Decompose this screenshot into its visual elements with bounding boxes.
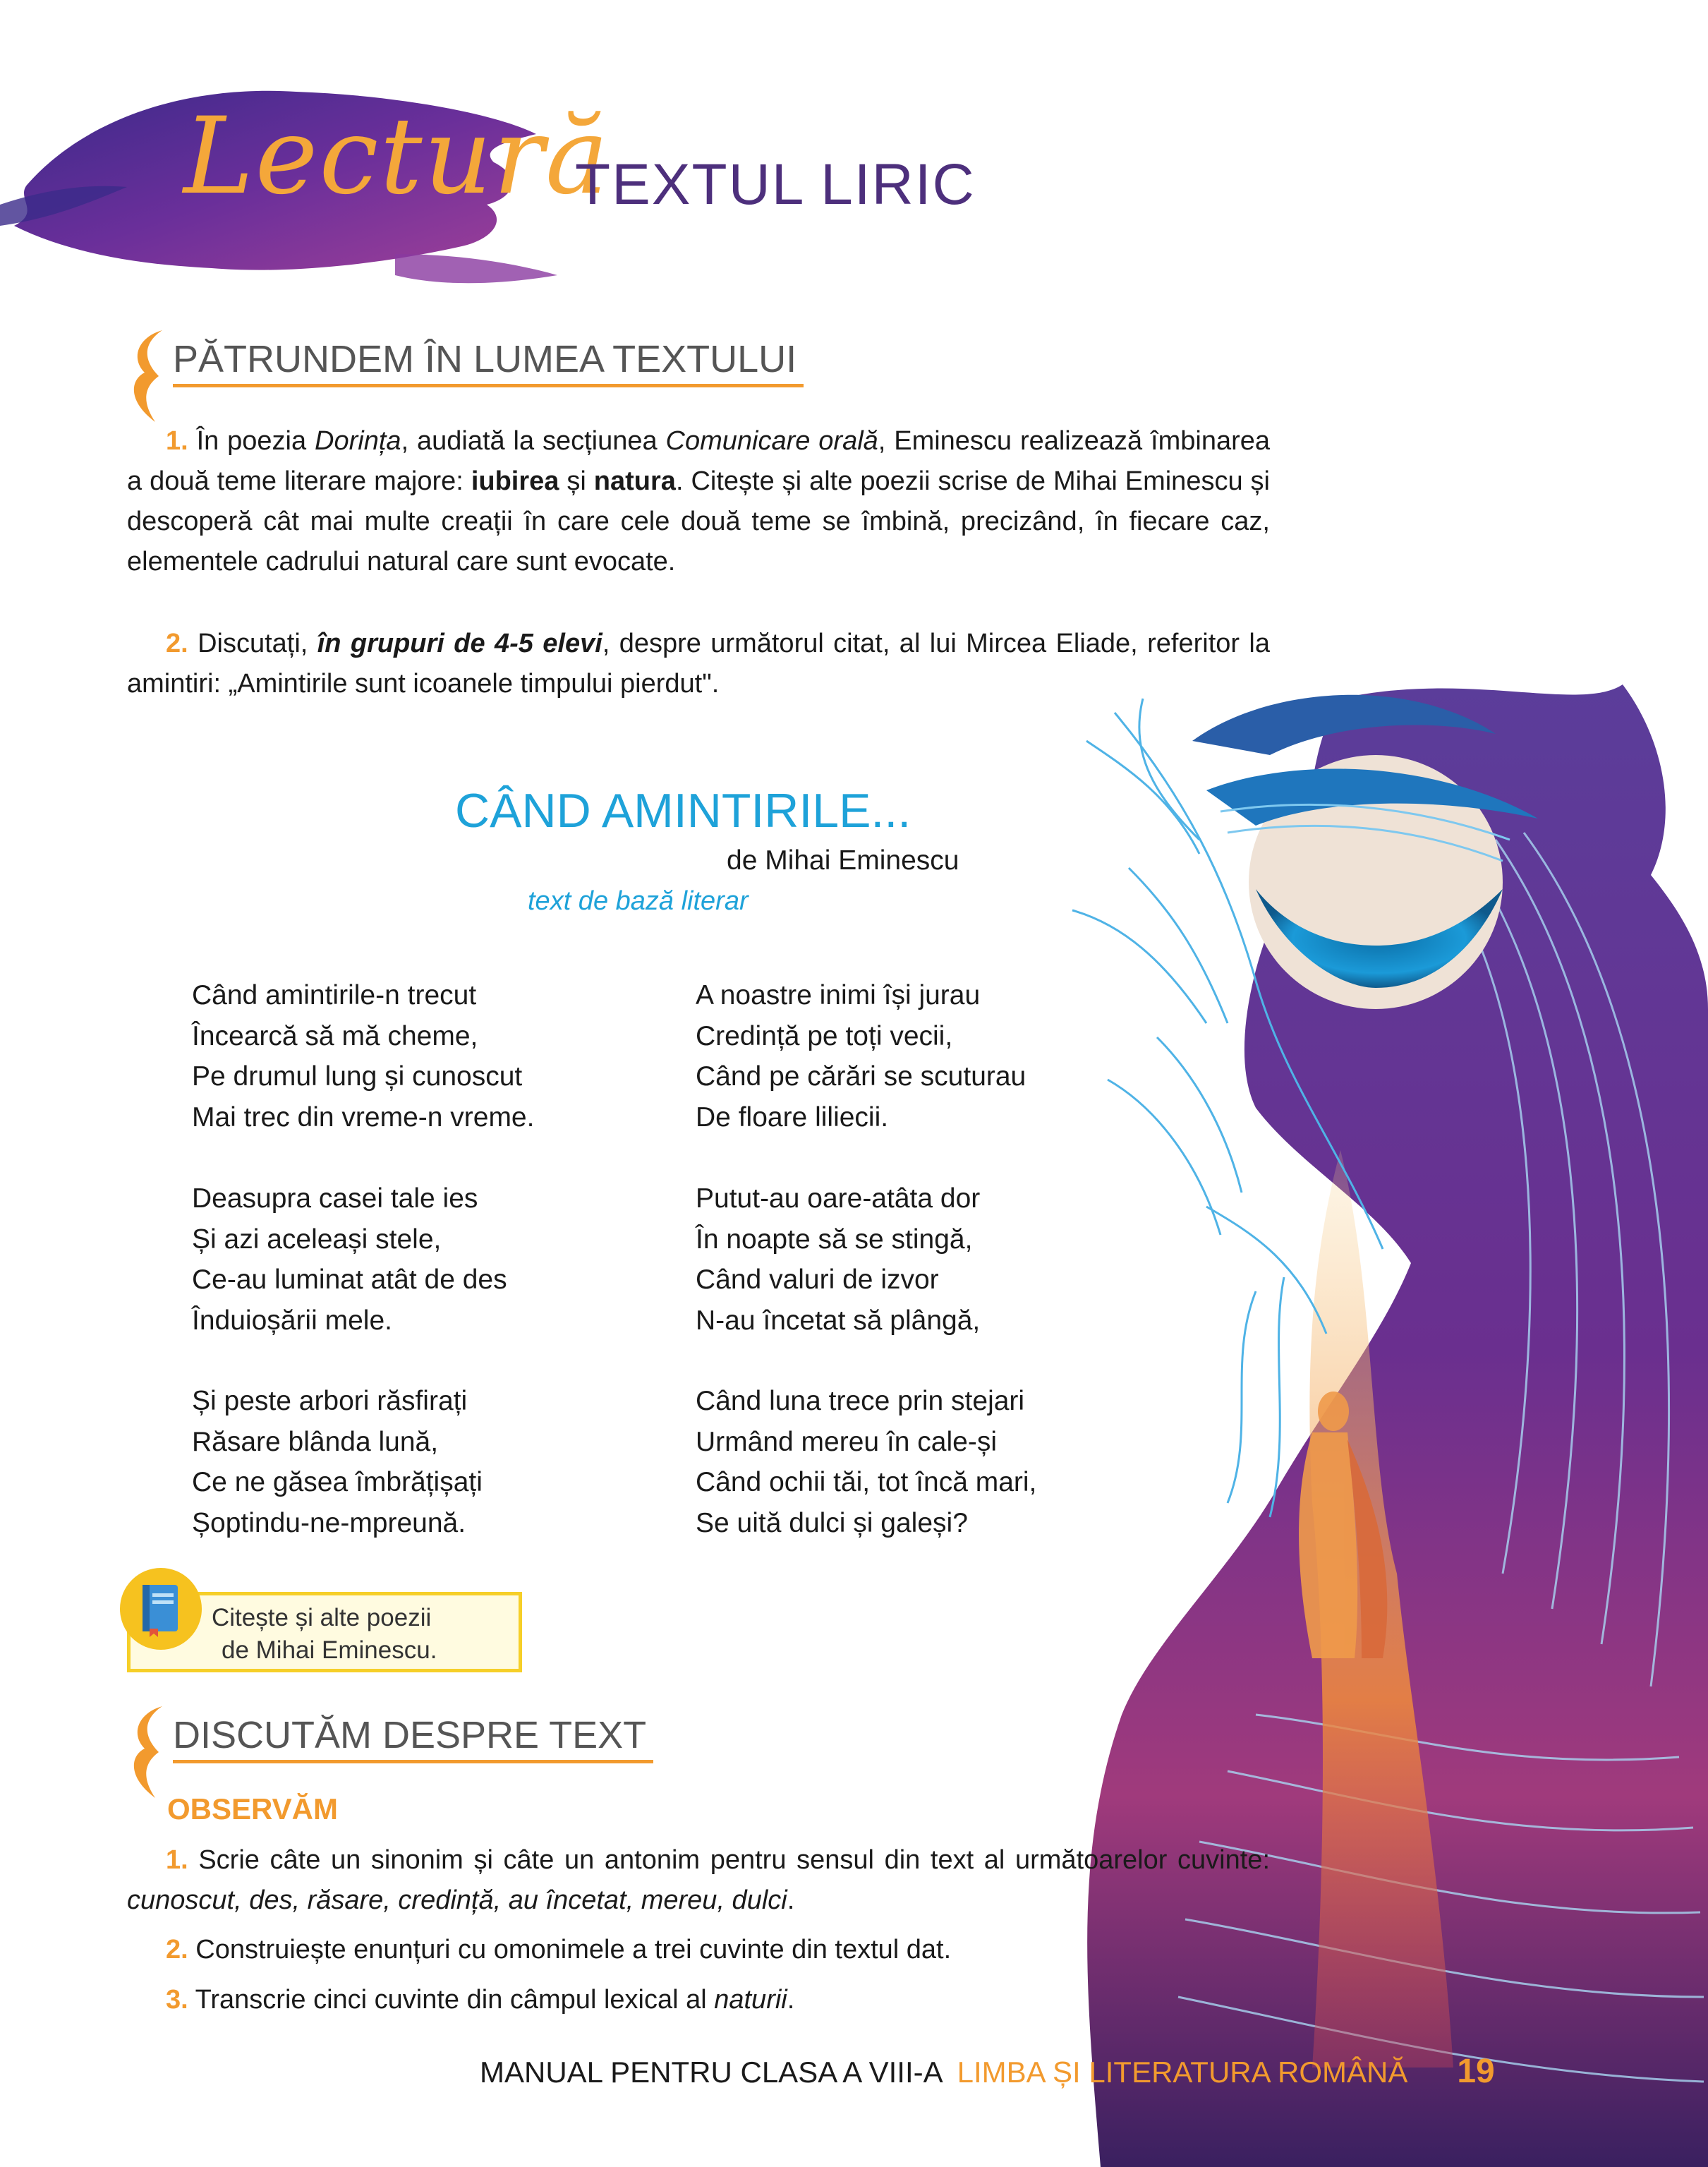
poem-title: CÂND AMINTIRILE... (455, 784, 911, 838)
lectura-brand-word: Lectură (183, 95, 610, 218)
poem-stanza (696, 1178, 980, 1341)
text: . (787, 1885, 795, 1915)
poem-stanza (696, 1381, 1036, 1543)
poem-line: A noastre inimi își jurau (696, 980, 981, 1010)
poem-line: Urmând mereu în cale-și (696, 1426, 997, 1457)
text: În poezia (188, 426, 315, 456)
text: Scrie câte un sinonim și câte un antonim pentru sensul din text al următoarelor cuvinte: (188, 1845, 1270, 1875)
poem-stanza (192, 1381, 483, 1543)
page-title: TEXTUL LIRIC (575, 152, 976, 217)
exercise-number: 2. (166, 629, 188, 658)
poem-line: Ce ne găsea îmbrățișați (192, 1467, 483, 1497)
exercise-number: 1. (166, 426, 188, 456)
poem-line: Când luna trece prin stejari (696, 1386, 1025, 1416)
book-icon (119, 1567, 203, 1651)
exercise-2 (127, 1930, 1270, 1970)
poem-line: Când amintirile-n trecut (192, 980, 477, 1010)
exercise-number: 3. (166, 1985, 188, 2015)
poem-stanza (192, 975, 534, 1137)
orange-bracket-icon (123, 1706, 173, 1798)
poem-line: Șoptindu-ne-mpreună. (192, 1507, 466, 1538)
poem-line: De floare liliecii. (696, 1101, 889, 1133)
text: . Citește și alte poezii scrise de Mihai Eminescu și descoperă cât mai multe creații în care cele două teme se îmbină, precizând, în fiecare caz, elementele cadrului natural care sunt evocate. (127, 466, 1270, 577)
text: . (787, 1985, 795, 2015)
poem-line: Când valuri de izvor (696, 1264, 939, 1295)
poem-line: Mai trec din vreme-n vreme. (192, 1101, 535, 1133)
italic-text: cunoscut, des, răsare, credință, au încetat, mereu, dulci (127, 1885, 787, 1915)
text: , Eminescu realizează îmbinarea a două teme literare majore: (127, 426, 1271, 496)
poem-stanza (192, 1178, 507, 1341)
section-heading-label: PĂTRUNDEM ÎN LUMEA TEXTULUI (173, 337, 804, 387)
text: , despre următorul citat, al lui Mircea Eliade, referitor la amintiri: „Amintirile sunt icoanele timpului pierdut". (127, 629, 1270, 699)
page-footer (480, 2052, 1495, 2091)
footer-subject: LIMBA ȘI LITERATURA ROMÂNĂ (957, 2056, 1408, 2089)
poem-author: de Mihai Eminescu (727, 845, 959, 876)
exercise-number: 2. (166, 1935, 188, 1964)
exercise-2 (127, 624, 1270, 704)
poem-line: Și peste arbori răsfirați (192, 1386, 468, 1416)
poem-line: Pe drumul lung și cunoscut (192, 1061, 523, 1092)
poem-line: Putut-au oare-atâta dor (696, 1183, 981, 1214)
page-number: 19 (1457, 2053, 1495, 2090)
poem-stanza (696, 975, 1026, 1137)
poem-line: N-au încetat să plângă, (696, 1305, 981, 1336)
poem-line: Și azi aceleași stele, (192, 1224, 442, 1255)
footer-manual: MANUAL PENTRU CLASA A VIII-A (480, 2056, 943, 2089)
poem-line: Când ochii tăi, tot încă mari, (696, 1467, 1037, 1497)
orange-bracket-icon (123, 330, 173, 422)
text: , audiată la secțiunea (401, 426, 666, 456)
text: Discutați, (188, 629, 317, 658)
reading-tip-text (212, 1602, 437, 1667)
italic-text: Comunicare orală (665, 426, 878, 456)
bold-text: natura (593, 466, 676, 496)
poem-line: Încearcă să mă cheme, (192, 1020, 478, 1051)
section-heading-label: DISCUTĂM DESPRE TEXT (173, 1713, 653, 1763)
poem-line: Răsare blânda lună, (192, 1426, 439, 1457)
poem-line: Se uită dulci și galeși? (696, 1507, 968, 1538)
poem-line: Deasupra casei tale ies (192, 1183, 478, 1214)
poem-line: Înduioșării mele. (192, 1305, 392, 1336)
text: Construiește enunțuri cu omonimele a trei cuvinte din textul dat. (188, 1935, 952, 1964)
italic-text: naturii (714, 1985, 787, 2015)
exercise-3 (127, 1980, 1270, 2020)
exercise-1 (127, 421, 1270, 582)
text: Transcrie cinci cuvinte din câmpul lexical al (188, 1985, 715, 2015)
exercise-number: 1. (166, 1845, 188, 1875)
exercise-1 (127, 1840, 1270, 1921)
bold-text: iubirea (471, 466, 559, 496)
poem-line: Când pe cărări se scuturau (696, 1061, 1026, 1092)
poem-line: În noapte să se stingă, (696, 1224, 973, 1255)
poem-type-label: text de bază literar (528, 886, 749, 916)
subheading-observam: OBSERVĂM (167, 1792, 338, 1825)
poem-line: Ce-au luminat atât de des (192, 1264, 507, 1295)
italic-text: Dorința (315, 426, 401, 456)
bold-italic-text: în grupuri de 4-5 elevi (317, 629, 602, 658)
tip-line: Citește și alte poezii (212, 1604, 432, 1631)
tip-line: de Mihai Eminescu. (222, 1636, 437, 1664)
text: și (559, 466, 594, 496)
poem-line: Credință pe toți vecii, (696, 1020, 953, 1051)
